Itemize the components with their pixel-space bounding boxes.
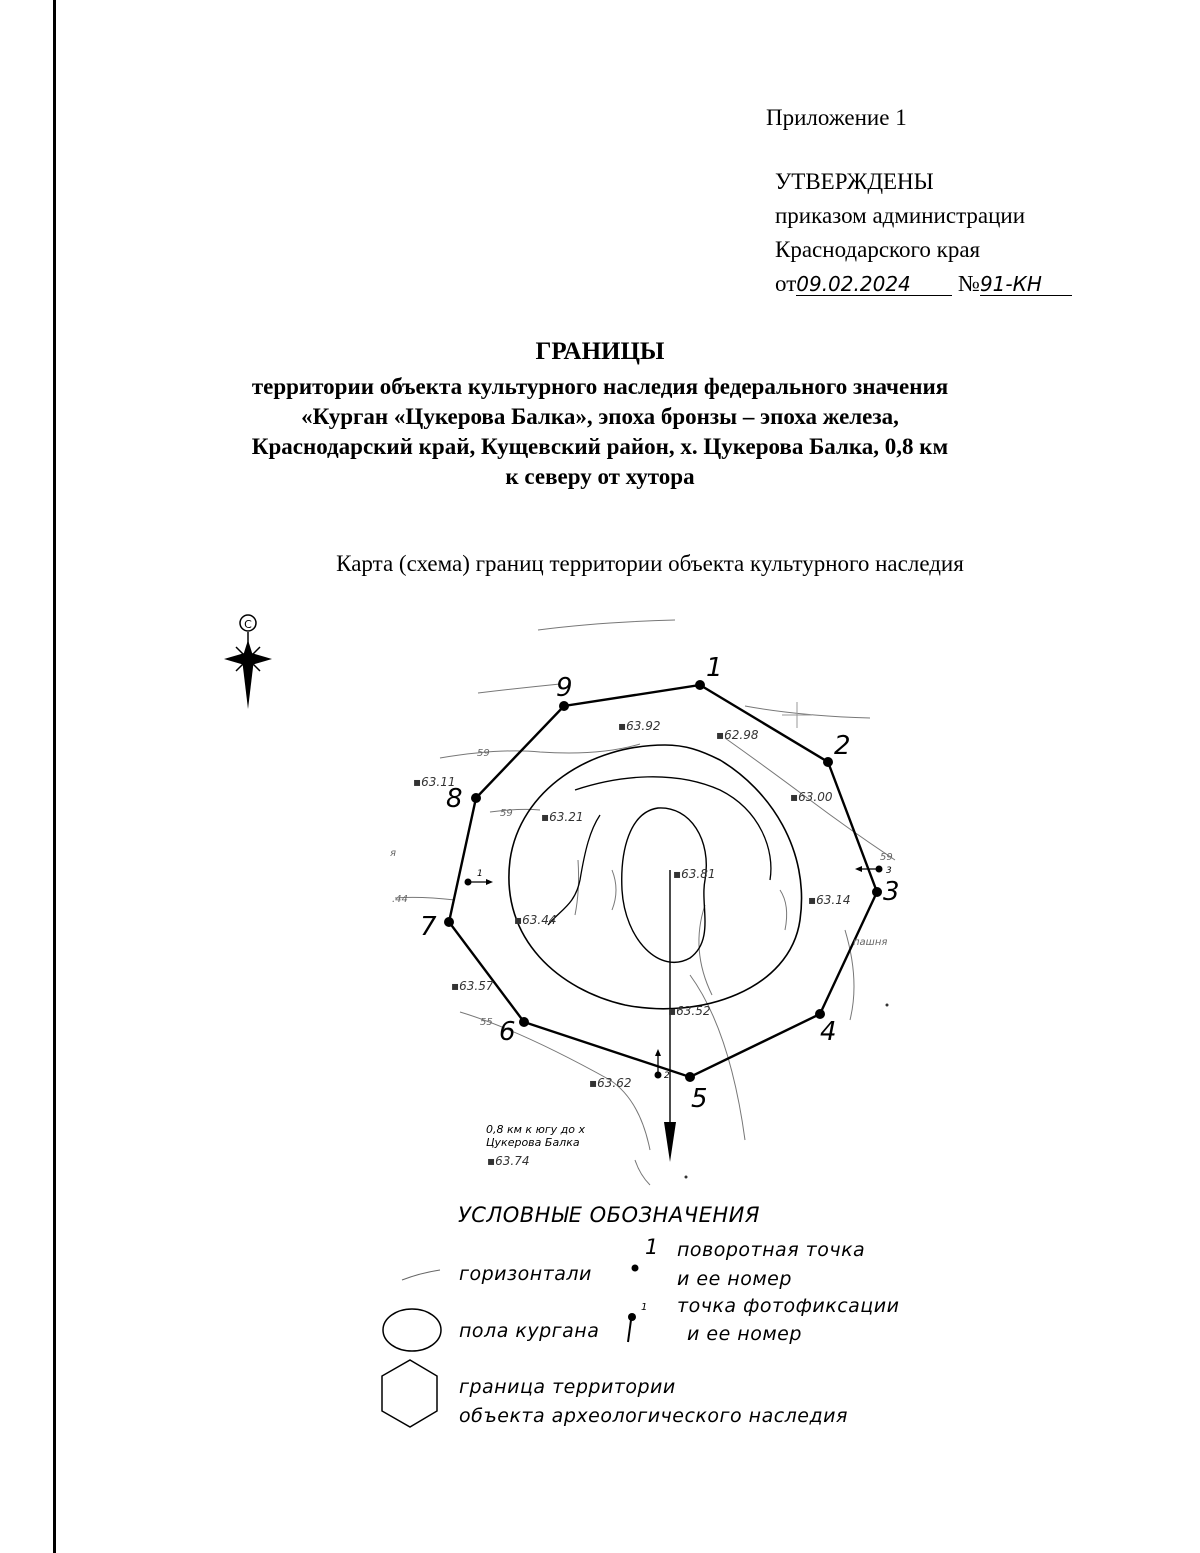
legend-boundary-line-1: граница территории [459, 1376, 676, 1398]
legend-boundary-line-2: объекта археологического наследия [459, 1405, 848, 1427]
legend-turning-point-line-1: поворотная точка [677, 1239, 866, 1261]
turning-point-label-7: 7 [420, 912, 437, 942]
field-label-letter: я [390, 848, 397, 859]
elevation-label-1: ▪63.92 [618, 719, 661, 733]
subtitle-line-1: территории объекта культурного наследия федерального значения [251, 374, 949, 399]
elevation-label-3: ▪63.00 [790, 790, 833, 804]
photo-point-label-2: 2 [664, 1071, 670, 1081]
cross-mark [782, 702, 812, 728]
legend-mound-icon [383, 1309, 441, 1351]
turning-point-label-9: 9 [556, 673, 573, 703]
elevation-label-7: ▪63.44 [514, 913, 557, 927]
elevation-label-4: ▪63.21 [541, 810, 584, 824]
contour-label-1: 59 [477, 748, 490, 759]
direction-note [486, 1123, 585, 1149]
legend-photo-point-line-1: точка фотофиксации [677, 1295, 900, 1317]
legend-photo-point-line-2: и ее номер [687, 1323, 802, 1345]
legend-turning-point-icon [632, 1265, 639, 1272]
elevation-label-11: ▪63.74 [487, 1154, 530, 1168]
elevation-label-8: ▪63.52 [668, 1004, 711, 1018]
turning-point-label-8: 8 [446, 784, 463, 814]
legend-title: УСЛОВНЫЕ ОБОЗНАЧЕНИЯ [458, 1203, 760, 1227]
contour-label-3: 59 [880, 852, 893, 863]
elevation-marks [413, 719, 851, 1168]
legend-photo-point-number: 1 [641, 1302, 648, 1313]
subtitle-line-3: Краснодарский край, Кущевский район, х. Цукерова Балка, 0,8 км [251, 434, 949, 459]
subtitle-line-4: к северу от хутора [505, 464, 695, 489]
legend [382, 1203, 899, 1427]
legend-turning-point-number: 1 [645, 1235, 659, 1259]
photo-point-label-1: 1 [477, 869, 483, 879]
field-label-plowland: пашня [853, 937, 888, 948]
contour-label-5: 55 [480, 1017, 493, 1028]
survey-dot [886, 1004, 889, 1007]
compass-icon [224, 615, 272, 709]
mound-inner-contour [622, 808, 707, 962]
turning-point-label-4: 4 [820, 1017, 837, 1047]
elevation-label-10: ▪63.62 [589, 1076, 632, 1090]
turning-point-label-2: 2 [834, 731, 851, 761]
elevation-label-2: ▪62.98 [716, 728, 759, 742]
legend-contours-label: горизонтали [459, 1263, 592, 1285]
mound-step-contour [575, 777, 771, 880]
number-prefix: № [958, 271, 980, 296]
mound-outline [509, 745, 802, 1009]
legend-contour-icon [402, 1270, 440, 1280]
compass-north-letter: С [244, 618, 252, 631]
order-date: 09.02.2024 [796, 273, 952, 296]
turning-point-label-1: 1 [706, 653, 723, 683]
legend-boundary-icon [382, 1360, 437, 1427]
elevation-label-12: ▪63.11 [413, 775, 456, 789]
order-number: 91-КН [980, 273, 1072, 296]
approved-region-line: Краснодарского края [775, 237, 981, 262]
contour-label-4: .44 [392, 894, 408, 905]
appendix-label: Приложение 1 [766, 105, 907, 130]
elevation-label-6: ▪63.14 [808, 893, 851, 907]
direction-note-line-1: 0,8 км к югу до х [486, 1123, 585, 1136]
legend-mound-label: пола кургана [459, 1320, 600, 1342]
elevation-label-9: ▪63.57 [451, 979, 494, 993]
photo-point-label-3: 3 [886, 866, 892, 876]
legend-photo-point-icon [628, 1313, 636, 1321]
map-caption: Карта (схема) границ территории объекта культурного наследия [336, 551, 964, 576]
document-title: ГРАНИЦЫ [535, 338, 665, 365]
survey-dot [685, 1176, 688, 1179]
elevation-label-5: ▪63.81 [673, 867, 716, 881]
turning-point-label-6: 6 [499, 1017, 516, 1047]
approved-heading: УТВЕРЖДЕНЫ [775, 169, 934, 194]
subtitle-line-2: «Курган «Цукерова Балка», эпоха бронзы – эпоха железа, [301, 404, 899, 429]
date-prefix: от [775, 271, 797, 296]
legend-turning-point-line-2: и ее номер [677, 1268, 792, 1290]
mound-step-contour-2 [548, 815, 600, 925]
turning-point-label-3: 3 [883, 877, 900, 907]
approved-by-line: приказом администрации [775, 203, 1026, 228]
contour-label-2: 59 [500, 808, 513, 819]
direction-note-line-2: Цукерова Балка [486, 1136, 580, 1149]
turning-point-label-5: 5 [691, 1084, 708, 1114]
